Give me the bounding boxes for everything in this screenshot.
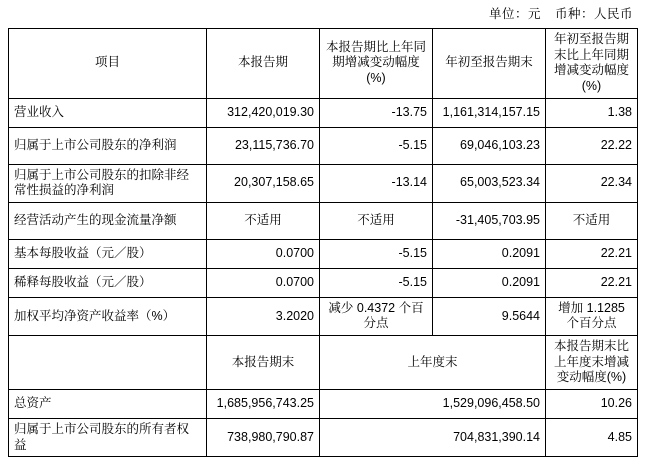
- section2-col-header-last-year-end: 上年度末: [320, 336, 546, 390]
- row-value-current-change: 减少 0.4372 个百分点: [320, 297, 433, 335]
- row-value-ytd: 0.2091: [433, 268, 546, 297]
- row-value-ytd-change: 增加 1.1285 个百分点: [546, 297, 638, 335]
- row-value-change: 10.26: [546, 389, 638, 418]
- row-label: 稀释每股收益（元／股）: [9, 268, 207, 297]
- table-row: [9, 127, 638, 164]
- row-value-ytd: 65,003,523.34: [433, 164, 546, 202]
- row-label: 加权平均净资产收益率（%）: [9, 297, 207, 335]
- row-value-current-period-end: 1,685,956,743.25: [207, 389, 320, 418]
- row-value-current-period-end: 738,980,790.87: [207, 418, 320, 456]
- col-header-current-period-change: 本报告期比上年同期增减变动幅度(%): [320, 29, 433, 99]
- col-header-ytd-change: 年初至报告期末比上年同期增减变动幅度(%): [546, 29, 638, 99]
- financial-summary-table: [8, 28, 638, 457]
- table-row: [9, 239, 638, 268]
- row-value-ytd-change: 不适用: [546, 202, 638, 239]
- table-row: [9, 297, 638, 335]
- row-label: 归属于上市公司股东的净利润: [9, 127, 207, 164]
- currency-label: 币种：人民币: [554, 7, 633, 21]
- row-value-ytd-change: 22.21: [546, 268, 638, 297]
- col-header-item: 项目: [9, 29, 207, 99]
- row-label: 归属于上市公司股东的所有者权益: [9, 418, 207, 456]
- section2-col-header-current-period-end: 本报告期末: [207, 336, 320, 390]
- row-value-current-change: 不适用: [320, 202, 433, 239]
- table-row: [9, 268, 638, 297]
- section2-col-header-change: 本报告期末比上年度末增减变动幅度(%): [546, 336, 638, 390]
- row-value-current: 不适用: [207, 202, 320, 239]
- row-value-ytd: -31,405,703.95: [433, 202, 546, 239]
- row-value-ytd-change: 22.22: [546, 127, 638, 164]
- row-value-current: 312,420,019.30: [207, 98, 320, 127]
- row-label: 归属于上市公司股东的扣除非经常性损益的净利润: [9, 164, 207, 202]
- table-row: [9, 202, 638, 239]
- table-row: [9, 98, 638, 127]
- row-value-current: 0.0700: [207, 239, 320, 268]
- row-value-change: 4.85: [546, 418, 638, 456]
- row-label: 营业收入: [9, 98, 207, 127]
- row-value-ytd-change: 22.34: [546, 164, 638, 202]
- col-header-current-period: 本报告期: [207, 29, 320, 99]
- row-value-current-change: -13.14: [320, 164, 433, 202]
- row-label: 经营活动产生的现金流量净额: [9, 202, 207, 239]
- row-value-ytd: 69,046,103.23: [433, 127, 546, 164]
- table-row: [9, 389, 638, 418]
- row-value-ytd: 1,161,314,157.15: [433, 98, 546, 127]
- row-value-last-year-end: 704,831,390.14: [320, 418, 546, 456]
- row-value-current-change: -5.15: [320, 127, 433, 164]
- col-header-ytd: 年初至报告期末: [433, 29, 546, 99]
- row-value-current-change: -5.15: [320, 268, 433, 297]
- section2-header-row: [9, 336, 638, 390]
- row-value-current: 23,115,736.70: [207, 127, 320, 164]
- row-value-current-change: -13.75: [320, 98, 433, 127]
- row-value-current: 0.0700: [207, 268, 320, 297]
- table-header-row: [9, 29, 638, 99]
- row-value-last-year-end: 1,529,096,458.50: [320, 389, 546, 418]
- row-value-current: 3.2020: [207, 297, 320, 335]
- row-value-ytd-change: 22.21: [546, 239, 638, 268]
- row-value-current-change: -5.15: [320, 239, 433, 268]
- row-label: 基本每股收益（元／股）: [9, 239, 207, 268]
- row-value-current: 20,307,158.65: [207, 164, 320, 202]
- row-value-ytd-change: 1.38: [546, 98, 638, 127]
- row-value-ytd: 9.5644: [433, 297, 546, 335]
- unit-label: 单位：元: [488, 7, 541, 21]
- table-row: [9, 164, 638, 202]
- section2-col-header-blank: [9, 336, 207, 390]
- row-label: 总资产: [9, 389, 207, 418]
- unit-currency-line: [489, 4, 633, 22]
- row-value-ytd: 0.2091: [433, 239, 546, 268]
- table-row: [9, 418, 638, 456]
